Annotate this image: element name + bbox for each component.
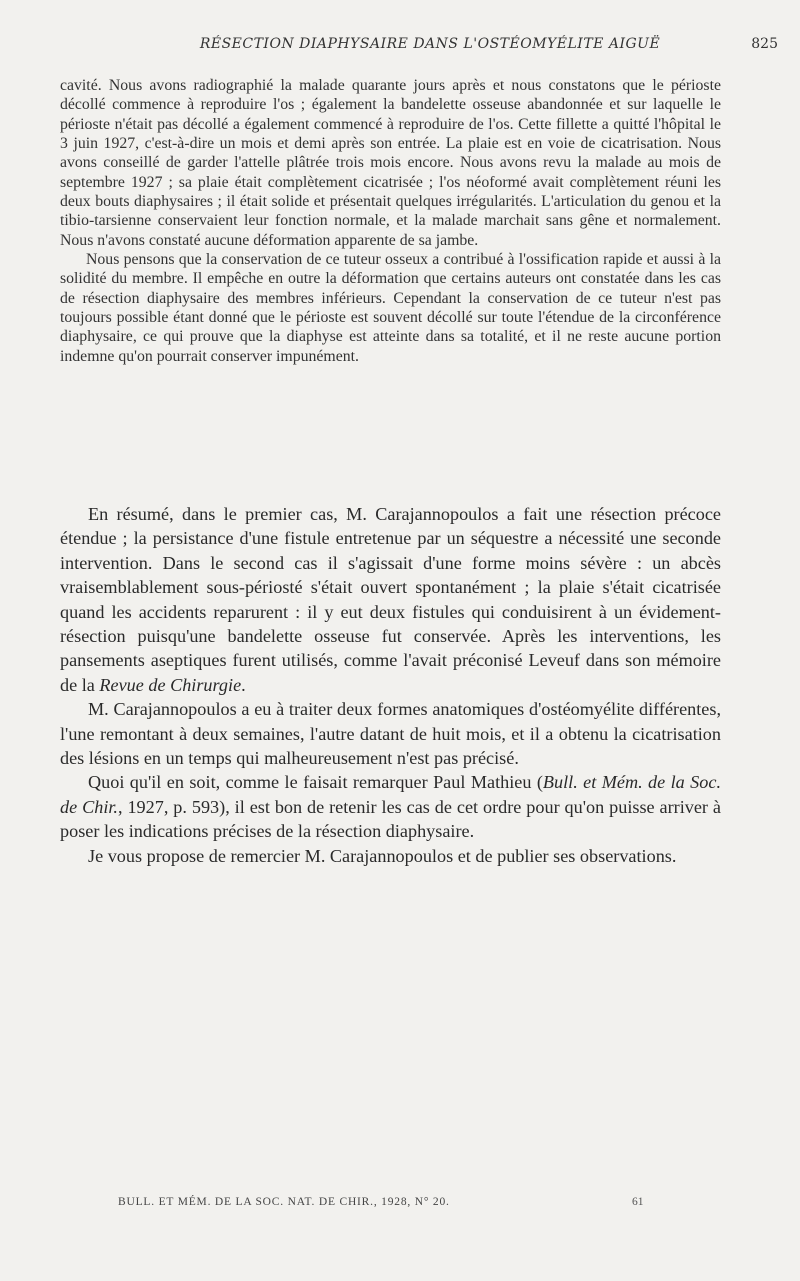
- journal-title: Revue de Chirurgie: [99, 674, 242, 695]
- summary-text: .: [241, 674, 246, 695]
- observation-paragraph: cavité. Nous avons radiographié la malade quarante jours après et nous constatons que le périoste décollé commence à reproduire l'os ; également la bandelette osseuse abandonnée et sur laquelle le périoste n'était pas décollé a également commencé à reproduire de l'os. Cette fillette a quitté l'hôpital le 3 juin 1927, c'est-à-dire un mois et demi après son entrée. La plaie est en voie de cicatrisation. Nous avons conseillé de garder l'attelle plâtrée trois mois encore. Nous avons revu la malade au mois de septembre 1927 ; sa plaie était complètement cicatrisée ; l'os néoformé avait complètement réuni les deux bouts diaphysaires ; il était solide et présentait quelques irrégularités. L'articulation du genou et la tibio-tarsienne conservaient leur fonction normale, et la malade marchait sans gêne et normalement. Nous n'avons constaté aucune déformation apparente de sa jambe.: [60, 77, 721, 249]
- observation-paragraph: Nous pensons que la conservation de ce tuteur osseux a contribué à l'ossification rapide et aussi à la solidité du membre. Il empêche en outre la déformation que certains auteurs ont constatée dans les cas de résection diaphysaire des membres inférieurs. Cependant la conservation de ce tuteur n'est pas toujours possible étant donné que le périoste est souvent décollé sur toute l'étendue de la circonférence diaphysaire, ce qui prouve que la diaphyse est atteinte dans sa totalité, et il ne reste aucune portion indemne qu'on pourrait conserver impunément.: [60, 251, 721, 365]
- summary-paragraph: [60, 770, 721, 843]
- summary-paragraph: [60, 502, 721, 697]
- observation-section: [60, 76, 721, 366]
- summary-paragraph: Je vous propose de remercier M. Carajannopoulos et de publier ses observations.: [88, 845, 677, 866]
- running-title: RÉSECTION DIAPHYSAIRE DANS L'OSTÉOMYÉLITE AIGUË: [199, 36, 661, 52]
- footer-citation: BULL. ET MÉM. DE LA SOC. NAT. DE CHIR., 1928, N° 20.: [118, 1196, 450, 1208]
- summary-text: , 1927, p. 593), il est bon de retenir les cas de cet ordre pour qu'on puisse arriver à poser les indications précises de la résection diaphysaire.: [60, 796, 721, 842]
- page-number: 825: [751, 36, 778, 52]
- summary-text: En résumé, dans le premier cas, M. Carajannopoulos a fait une résection précoce étendue ; la persistance d'une fistule entretenue par un séquestre a nécessité une seconde intervention. Dans le second cas il s'agissait d'une forme moins sévère : un abcès vraisemblablement sous-périosté s'était ouvert spontanément ; la plaie s'était cicatrisée quand les accidents reparurent : il y eut deux fistules qui conduisirent à un évidement-résection puisqu'une bandelette osseuse fut conservée. Après les interventions, les pansements aseptiques furent utilisés, comme l'avait préconisé Leveuf dans son mémoire de la: [60, 504, 721, 695]
- summary-text: Quoi qu'il en soit, comme le faisait remarquer Paul Mathieu (: [88, 772, 543, 793]
- summary-paragraph: M. Carajannopoulos a eu à traiter deux formes anatomiques d'ostéomyélite différentes, l'une remontant à deux semaines, l'autre datant de huit mois, et il a obtenu la cicatrisation des lésions en un temps qui malheureusement n'est pas précisé.: [60, 699, 721, 769]
- signature-mark: 61: [632, 1196, 644, 1208]
- summary-section: [60, 502, 721, 868]
- citation-title: Bull. et Mém. de la Soc. de Chir.: [60, 772, 721, 817]
